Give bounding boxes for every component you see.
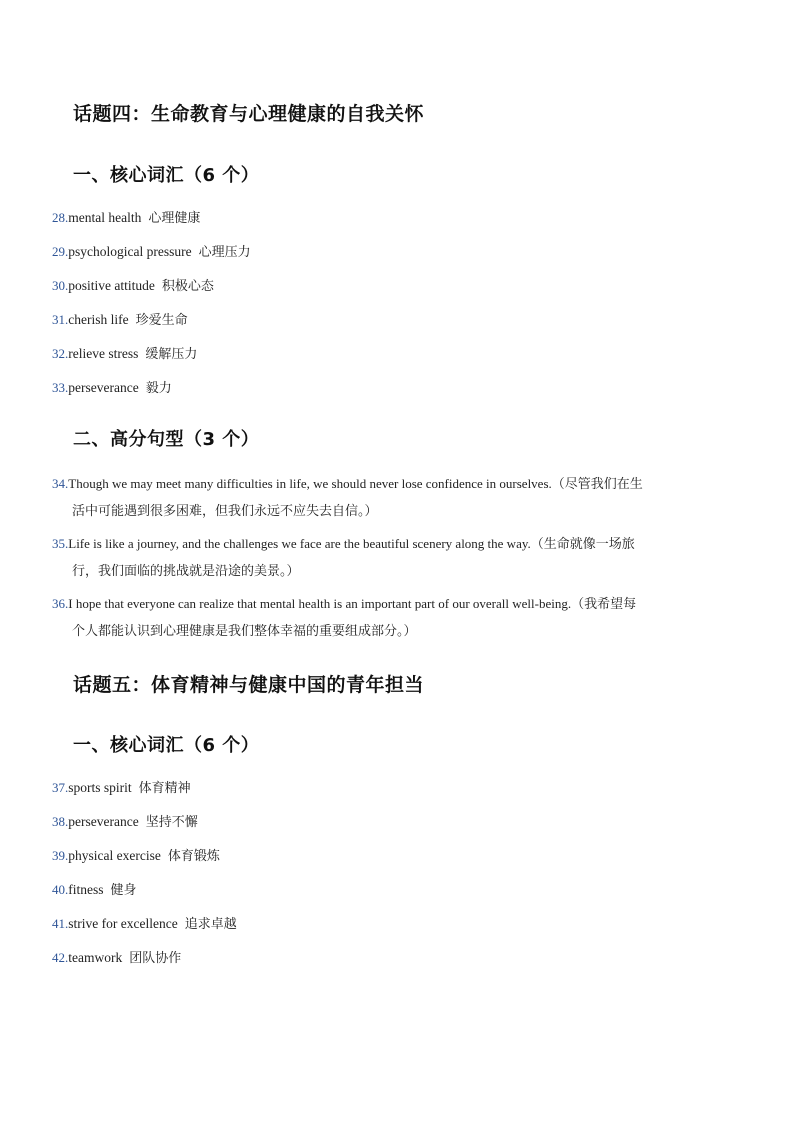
vocab-english: positive attitude	[68, 278, 155, 293]
item-number: 41.	[52, 916, 69, 931]
sentence-chinese-part2: 个人都能认识到心理健康是我们整体幸福的重要组成部分。）	[72, 624, 417, 639]
vocab-item	[52, 880, 137, 900]
vocab-chinese: 健身	[110, 883, 137, 898]
vocab-item	[52, 812, 198, 832]
sentence-english: Though we may meet many difficulties in life, we should never lose confidence in ourselves.	[68, 476, 552, 491]
vocab-chinese: 追求卓越	[184, 917, 237, 932]
vocab-item	[52, 344, 197, 364]
vocab-english: relieve stress	[68, 346, 139, 361]
vocab-item	[52, 778, 191, 798]
item-number: 42.	[52, 950, 69, 965]
item-number: 36.	[52, 596, 69, 611]
vocab-english: mental health	[68, 210, 142, 225]
vocab-item	[52, 948, 181, 968]
item-number: 30.	[52, 278, 69, 293]
vocab-item	[52, 208, 200, 228]
item-number: 34.	[52, 476, 69, 491]
sentence-english: Life is like a journey, and the challenges we face are the beautiful scenery along the way.	[68, 536, 531, 551]
vocab-chinese: 毅力	[145, 381, 172, 396]
sentence-item	[52, 470, 732, 525]
sentence-chinese-part1: （我希望每	[571, 597, 637, 612]
sentence-item	[52, 530, 732, 585]
vocab-chinese: 坚持不懈	[145, 815, 198, 830]
vocab-english: fitness	[68, 882, 104, 897]
sentence-chinese-part1: （生命就像一场旅	[530, 537, 635, 552]
vocab-chinese: 体育精神	[138, 781, 191, 796]
topic-four-sentence-heading: 二、高分句型（3 个）	[73, 429, 260, 450]
sentence-chinese-part2: 行，我们面临的挑战就是沿途的美景。）	[72, 564, 300, 579]
vocab-chinese: 心理压力	[198, 245, 251, 260]
vocab-english: psychological pressure	[68, 244, 192, 259]
item-number: 35.	[52, 536, 69, 551]
vocab-english: physical exercise	[68, 848, 161, 863]
item-number: 32.	[52, 346, 69, 361]
vocab-item	[52, 846, 220, 866]
vocab-item	[52, 310, 188, 330]
item-number: 31.	[52, 312, 69, 327]
vocab-chinese: 珍爱生命	[135, 313, 188, 328]
topic-four-title: 话题四：生命教育与心理健康的自我关怀	[73, 103, 425, 125]
item-number: 28.	[52, 210, 69, 225]
sentence-chinese-part2: 活中可能遇到很多困难，但我们永远不应失去自信。）	[72, 504, 378, 519]
sentence-english: I hope that everyone can realize that mental health is an important part of our overall well-being.	[68, 596, 572, 611]
topic-five-vocab-heading: 一、核心词汇（6 个）	[73, 735, 260, 756]
item-number: 38.	[52, 814, 69, 829]
vocab-english: strive for excellence	[68, 916, 178, 931]
topic-five-title: 话题五：体育精神与健康中国的青年担当	[73, 674, 425, 696]
item-number: 40.	[52, 882, 69, 897]
item-number: 29.	[52, 244, 69, 259]
sentence-chinese-part1: （尽管我们在生	[551, 477, 643, 492]
sentence-item	[52, 590, 732, 645]
vocab-item	[52, 378, 172, 398]
vocab-english: sports spirit	[68, 780, 132, 795]
vocab-item	[52, 914, 237, 934]
item-number: 39.	[52, 848, 69, 863]
vocab-english: perseverance	[68, 380, 139, 395]
vocab-item	[52, 242, 251, 262]
item-number: 37.	[52, 780, 69, 795]
vocab-chinese: 积极心态	[161, 279, 214, 294]
vocab-english: cherish life	[68, 312, 129, 327]
vocab-english: perseverance	[68, 814, 139, 829]
vocab-chinese: 团队协作	[129, 951, 182, 966]
vocab-chinese: 心理健康	[148, 211, 201, 226]
item-number: 33.	[52, 380, 69, 395]
vocab-chinese: 体育锻炼	[167, 849, 220, 864]
topic-four-vocab-heading: 一、核心词汇（6 个）	[73, 165, 260, 186]
vocab-chinese: 缓解压力	[145, 347, 198, 362]
vocab-item	[52, 276, 214, 296]
vocab-english: teamwork	[68, 950, 123, 965]
